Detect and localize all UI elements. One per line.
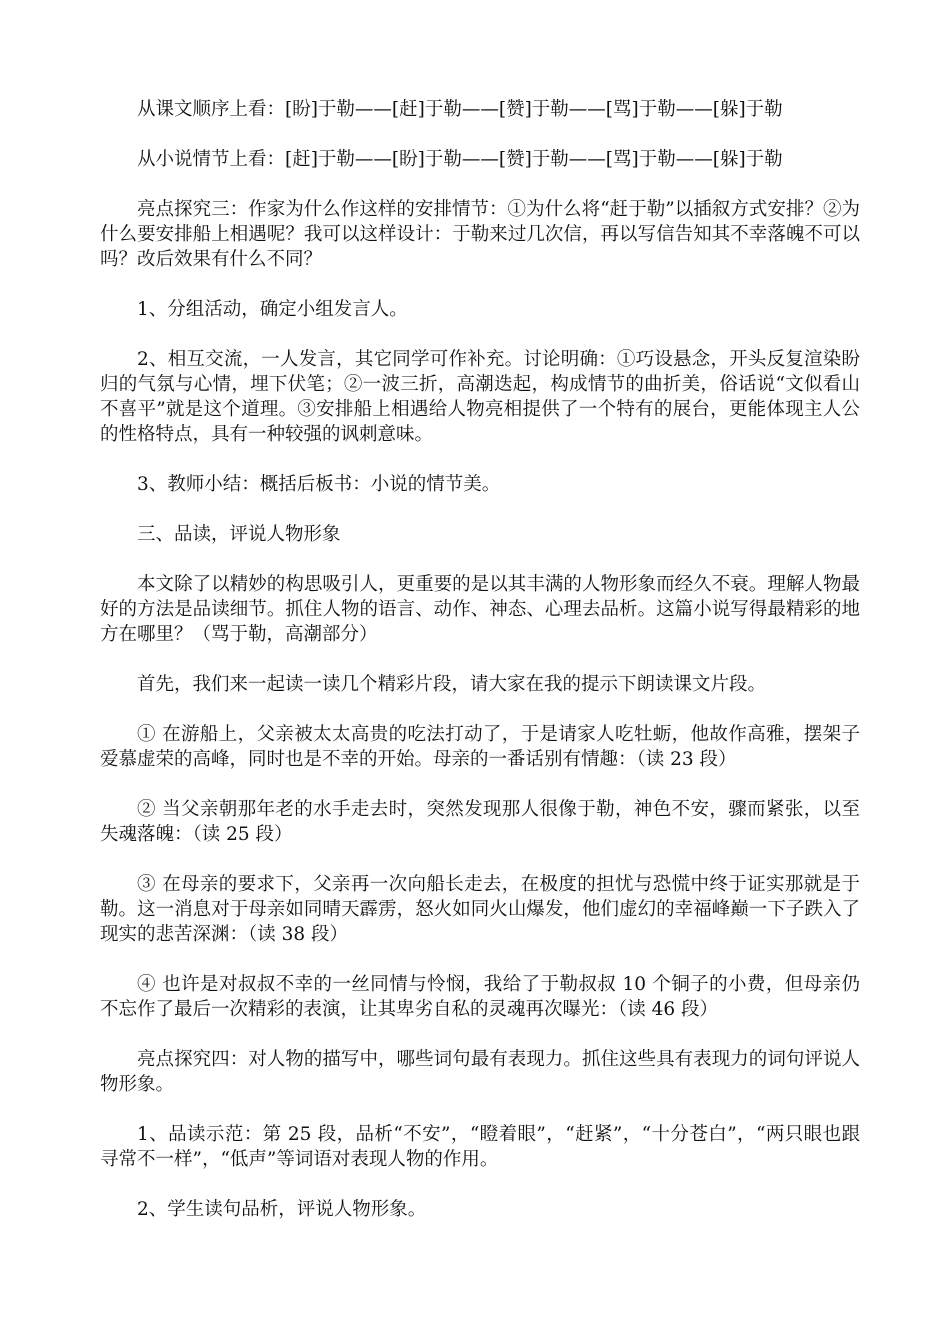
- paragraph-character-intro: 本文除了以精妙的构思吸引人，更重要的是以其丰满的人物形象而经久不衰。理解人物最好的方法是品读细节。抓住人物的语言、动作、神态、心理去品析。这篇小说写得最精彩的地方在哪里？（骂于勒，高潮部分）: [100, 574, 860, 645]
- paragraph-plot-order: 从小说情节上看：[赶]于勒——[盼]于勒——[赞]于勒——[骂]于勒——[躲]于勒: [137, 149, 783, 170]
- paragraph-group-activity: 1、分组活动，确定小组发言人。: [137, 299, 408, 320]
- paragraph-reading-prompt: 首先，我们来一起读一读几个精彩片段，请大家在我的提示下朗读课文片段。: [137, 674, 767, 695]
- paragraph-excerpt-2: ② 当父亲朝那年老的水手走去时，突然发现那人很像于勒，神色不安，骤而紧张，以至失魂落魄：（读 25 段）: [100, 799, 860, 845]
- paragraph-excerpt-1: ① 在游船上，父亲被太太高贵的吃法打动了，于是请家人吃牡蛎，他故作高雅，摆架子爱慕虚荣的高峰，同时也是不幸的开始。母亲的一番话别有情趣：（读 23 段）: [100, 724, 860, 770]
- paragraph-discussion: 2、相互交流，一人发言，其它同学可作补充。讨论明确：①巧设悬念，开头反复渲染盼归的气氛与心情，埋下伏笔；②一波三折，高潮迭起，构成情节的曲折美，俗话说“文似看山不喜平”就是这个道理。③安排船上相遇给人物亮相提供了一个特有的展台，更能体现主人公的性格特点，具有一种较强的讽刺意味。: [100, 349, 860, 445]
- paragraph-excerpt-3: ③ 在母亲的要求下，父亲再一次向船长走去，在极度的担忧与恐慌中终于证实那就是于勒。这一消息对于母亲如同晴天霹雳，怒火如同火山爆发，他们虚幻的幸福峰巅一下子跌入了现实的悲苦深渊：（读 38 段）: [100, 874, 860, 945]
- paragraph-highlight-three: 亮点探究三：作家为什么作这样的安排情节：①为什么将“赶于勒”以插叙方式安排？②为什么要安排船上相遇呢？我可以这样设计：于勒来过几次信，再以写信告知其不幸落魄不可以吗？改后效果有什么不同？: [100, 199, 860, 270]
- paragraph-student-analysis: 2、学生读句品析，评说人物形象。: [137, 1199, 427, 1220]
- paragraph-reading-demo: 1、品读示范：第 25 段，品析“不安”，“瞪着眼”，“赶紧”，“十分苍白”，“两只眼也跟寻常不一样”，“低声”等词语对表现人物的作用。: [100, 1124, 860, 1170]
- paragraph-highlight-four: 亮点探究四：对人物的描写中，哪些词句最有表现力。抓住这些具有表现力的词句评说人物形象。: [100, 1049, 860, 1095]
- paragraph-text-order: 从课文顺序上看：[盼]于勒——[赶]于勒——[赞]于勒——[骂]于勒——[躲]于勒: [137, 99, 783, 120]
- paragraph-excerpt-4: ④ 也许是对叔叔不幸的一丝同情与怜悯，我给了于勒叔叔 10 个铜子的小费，但母亲仍不忘作了最后一次精彩的表演，让其卑劣自私的灵魂再次曝光：（读 46 段）: [100, 974, 860, 1020]
- document-body: [100, 97, 860, 1247]
- paragraph-teacher-summary: 3、教师小结：概括后板书：小说的情节美。: [137, 474, 501, 495]
- section-heading-character: 三、品读，评说人物形象: [137, 524, 341, 545]
